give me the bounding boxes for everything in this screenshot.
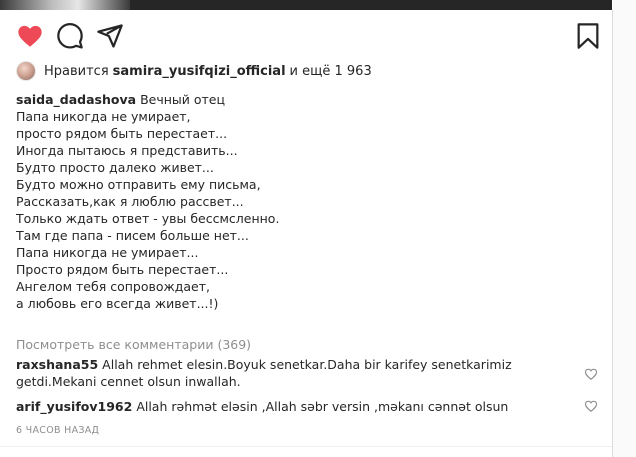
bookmark-icon	[574, 22, 602, 50]
media-bottom-edge	[0, 0, 612, 10]
comment-icon	[56, 22, 84, 50]
view-all-comments-link[interactable]: Посмотреть все комментарии (369)	[16, 337, 252, 352]
share-button[interactable]	[96, 22, 124, 50]
comment-button[interactable]	[56, 22, 84, 50]
like-button[interactable]	[16, 22, 44, 50]
likes-row	[16, 60, 372, 82]
comment-username[interactable]: arif_yusifov1962	[16, 399, 133, 414]
divider	[0, 446, 612, 447]
liker-username[interactable]: samira_yusifqizi_official	[112, 63, 286, 79]
caption-line: Только ждать ответ - увы бессмсленно.	[16, 211, 280, 226]
caption-line: просто рядом быть перестает...	[16, 126, 228, 141]
comment	[16, 356, 582, 390]
comment-username[interactable]: raxshana55	[16, 357, 99, 372]
caption	[16, 91, 586, 312]
caption-line: Там где папа - писем больше нет...	[16, 228, 249, 243]
caption-line: Папа никогда не умирает...	[16, 245, 199, 260]
likes-prefix: Нравится	[44, 63, 109, 79]
caption-line: Рассказать,как я люблю рассвет...	[16, 194, 244, 209]
caption-line: Будто просто далеко живет...	[16, 160, 214, 175]
comment-like-button[interactable]	[584, 399, 598, 413]
post-timestamp[interactable]: 6 ЧАСОВ НАЗАД	[16, 425, 100, 436]
caption-line: Ангелом тебя сопровождает,	[16, 279, 210, 294]
comment	[16, 398, 582, 415]
caption-line: Вечный отец	[140, 92, 225, 107]
heart-outline-icon	[584, 367, 598, 381]
comment-text: Allah rəhmət eləsin ,Allah səbr versin ,məkanı cənnət olsun	[136, 399, 509, 414]
comment-text: Allah rehmet elesin.Boyuk senetkar.Daha bir karifey senetkarimiz getdi.Mekani cennet olsun inwallah.	[16, 357, 512, 389]
share-icon	[96, 22, 124, 50]
post-panel	[0, 10, 613, 457]
likes-suffix[interactable]: и ещё 1 963	[289, 63, 372, 79]
heart-outline-icon	[584, 399, 598, 413]
liker-avatar[interactable]	[16, 61, 36, 81]
caption-line: а любовь его всегда живет...!)	[16, 296, 219, 311]
photo-edge	[0, 0, 130, 10]
caption-first-line	[16, 91, 586, 108]
caption-line: Просто рядом быть перестает...	[16, 262, 229, 277]
comment-like-button[interactable]	[584, 367, 598, 381]
caption-line: Иногда пытаюсь я представить...	[16, 143, 238, 158]
save-button[interactable]	[574, 22, 602, 50]
caption-line: Будто можно отправить ему письма,	[16, 177, 261, 192]
caption-username[interactable]: saida_dadashova	[16, 92, 137, 107]
action-bar	[16, 22, 606, 52]
heart-icon	[16, 22, 44, 50]
caption-line: Папа никогда не умирает,	[16, 109, 191, 124]
right-background	[613, 0, 636, 457]
